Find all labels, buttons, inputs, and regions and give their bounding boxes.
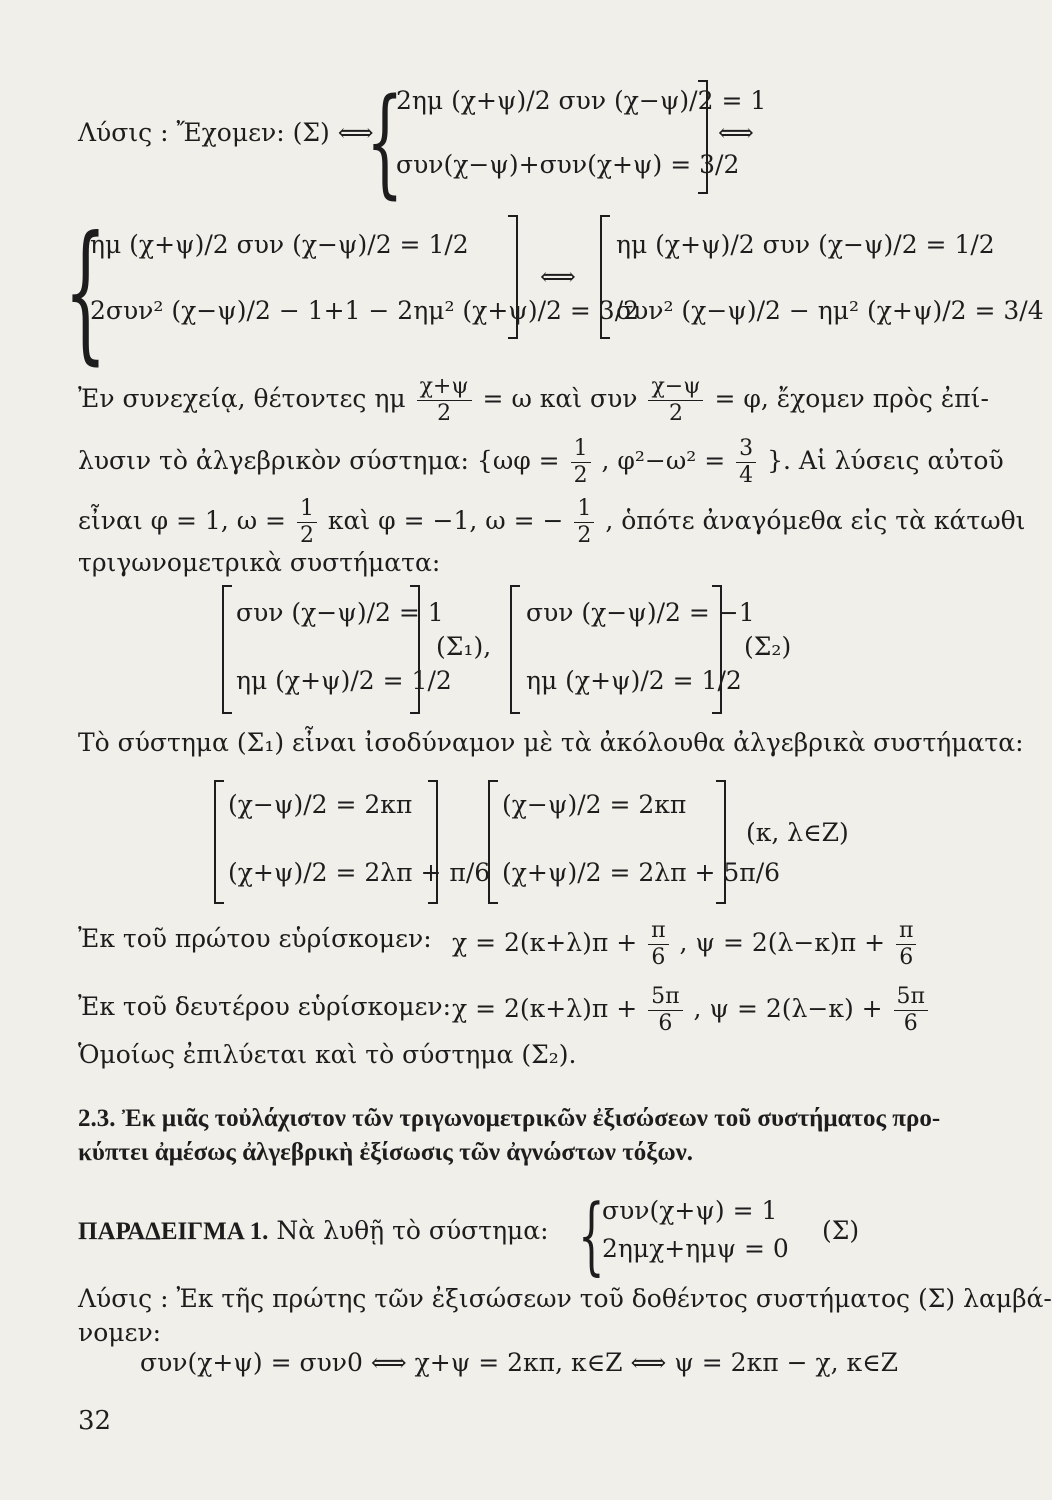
result-second-label: Ἐκ τοῦ δευτέρου εὑρίσκομεν: xyxy=(78,992,452,1021)
sigma2-eq1: συν (χ−ψ)/2 = −1 xyxy=(526,598,755,627)
system2-left-eq2: 2συν² (χ−ψ)/2 − 1+1 − 2ημ² (χ+ψ)/2 = 3/2 xyxy=(90,296,640,325)
algebraic-a-eq1: (χ−ψ)/2 = 2κπ xyxy=(228,790,413,819)
example-title: ΠΑΡΑΔΕΙΓΜΑ 1. xyxy=(78,1218,269,1245)
right-bracket xyxy=(716,780,726,904)
right-bracket xyxy=(410,585,420,714)
system1-eq1: 2ημ (χ+ψ)/2 συν (χ−ψ)/2 = 1 xyxy=(396,86,767,115)
sigma1-eq1: συν (χ−ψ)/2 = 1 xyxy=(236,598,444,627)
left-brace: { xyxy=(64,205,107,379)
left-brace: { xyxy=(366,72,404,210)
section-heading: 2.3. Ἐκ μιᾶς τοὐλάχιστον τῶν τριγωνομετρικῶν ἐξισώσεων τοῦ συστήματος προ- xyxy=(78,1105,941,1132)
system1-eq2: συν(χ−ψ)+συν(χ+ψ) = 3/2 xyxy=(396,150,740,179)
algebraic-b-eq2: (χ+ψ)/2 = 2λπ + 5π/6 xyxy=(502,858,781,887)
page-number: 32 xyxy=(78,1406,112,1436)
system2-right-eq2: συν² (χ−ψ)/2 − ημ² (χ+ψ)/2 = 3/4 xyxy=(616,296,1044,325)
example-label: (Σ) xyxy=(822,1216,860,1245)
sigma2-label: (Σ₂) xyxy=(744,632,792,661)
right-bracket xyxy=(698,80,708,194)
result-second-formula: χ = 2(κ+λ)π + $\frac{5\pi}{6}$ , ψ = 2(λ−κ) + $\frac{5\pi}{6}$ xyxy=(452,984,931,1037)
solution-line: νομεν: xyxy=(78,1318,162,1347)
example-eq1: συν(χ+ψ) = 1 xyxy=(602,1196,778,1225)
result-first-label: Ἐκ τοῦ πρώτου εὑρίσκομεν: xyxy=(78,924,432,953)
algebraic-b-eq1: (χ−ψ)/2 = 2κπ xyxy=(502,790,687,819)
system2-left-eq1: ημ (χ+ψ)/2 συν (χ−ψ)/2 = 1/2 xyxy=(90,230,469,259)
left-bracket xyxy=(214,780,224,904)
example-eq2: 2ημχ+ημψ = 0 xyxy=(602,1234,789,1263)
left-brace: { xyxy=(578,1186,605,1284)
example-text: Νὰ λυθῇ τὸ σύστημα: xyxy=(276,1216,549,1245)
example-line xyxy=(78,1216,549,1247)
right-bracket xyxy=(712,585,722,714)
right-bracket xyxy=(508,215,518,339)
domain-label: (κ, λ∈Z) xyxy=(746,818,849,847)
left-bracket xyxy=(222,585,232,714)
left-bracket xyxy=(510,585,520,714)
equivalence-arrow: ⟺ xyxy=(540,262,576,291)
result-first-formula: χ = 2(κ+λ)π + $\frac{\pi}{6}$ , ψ = 2(λ−κ)π + $\frac{\pi}{6}$ xyxy=(452,918,919,971)
sigma1-label: (Σ₁), xyxy=(436,632,492,661)
left-bracket xyxy=(488,780,498,904)
section-heading: κύπτει ἀμέσως ἀλγεβρικὴ ἐξίσωσις τῶν ἀγνώστων τόξων. xyxy=(78,1139,694,1166)
left-bracket xyxy=(600,215,610,339)
paragraph-line: λυσιν τὸ ἀλγεβρικὸν σύστημα: {ωφ = $\frac{1}{2}$ , φ²−ω² = $\frac{3}{4}$ }. Αἱ λύσεις αὐτοῦ xyxy=(78,436,1004,488)
paragraph-line: Τὸ σύστημα (Σ₁) εἶναι ἰσοδύναμον μὲ τὰ ἀκόλουθα ἀλγεβρικὰ συστήματα: xyxy=(78,728,1024,757)
paragraph-line: εἶναι φ = 1, ω = $\frac{1}{2}$ καὶ φ = −1, ω = − $\frac{1}{2}$ , ὁπότε ἀναγόμεθα εἰς τὰ κάτωθι xyxy=(78,496,1026,548)
sigma2-eq2: ημ (χ+ψ)/2 = 1/2 xyxy=(526,666,742,695)
system2-right-eq1: ημ (χ+ψ)/2 συν (χ−ψ)/2 = 1/2 xyxy=(616,230,995,259)
solution-label: Λύσις : Ἔχομεν: (Σ) ⟺ xyxy=(78,118,374,147)
similarly-line: Ὁμοίως ἐπιλύεται καὶ τὸ σύστημα (Σ₂). xyxy=(78,1040,577,1069)
solution-line: Λύσις : Ἐκ τῆς πρώτης τῶν ἐξισώσεων τοῦ δοθέντος συστήματος (Σ) λαμβά- xyxy=(78,1284,1052,1313)
paragraph-line: Ἐν συνεχείᾳ, θέτοντες ημ $\frac{\chi+\psi}{2}$ = ω καὶ συν $\frac{\chi-\psi}{2}$ = φ, ἔχομεν πρὸς ἐπί- xyxy=(78,374,989,426)
equivalence-arrow: ⟺ xyxy=(718,118,754,147)
algebraic-a-eq2: (χ+ψ)/2 = 2λπ + π/6 xyxy=(228,858,491,887)
sigma1-eq2: ημ (χ+ψ)/2 = 1/2 xyxy=(236,666,452,695)
right-bracket xyxy=(428,780,438,904)
paragraph-line: τριγωνομετρικὰ συστήματα: xyxy=(78,548,441,577)
final-formula: συν(χ+ψ) = συν0 ⟺ χ+ψ = 2κπ, κ∈Z ⟺ ψ = 2κπ − χ, κ∈Z xyxy=(140,1348,899,1377)
